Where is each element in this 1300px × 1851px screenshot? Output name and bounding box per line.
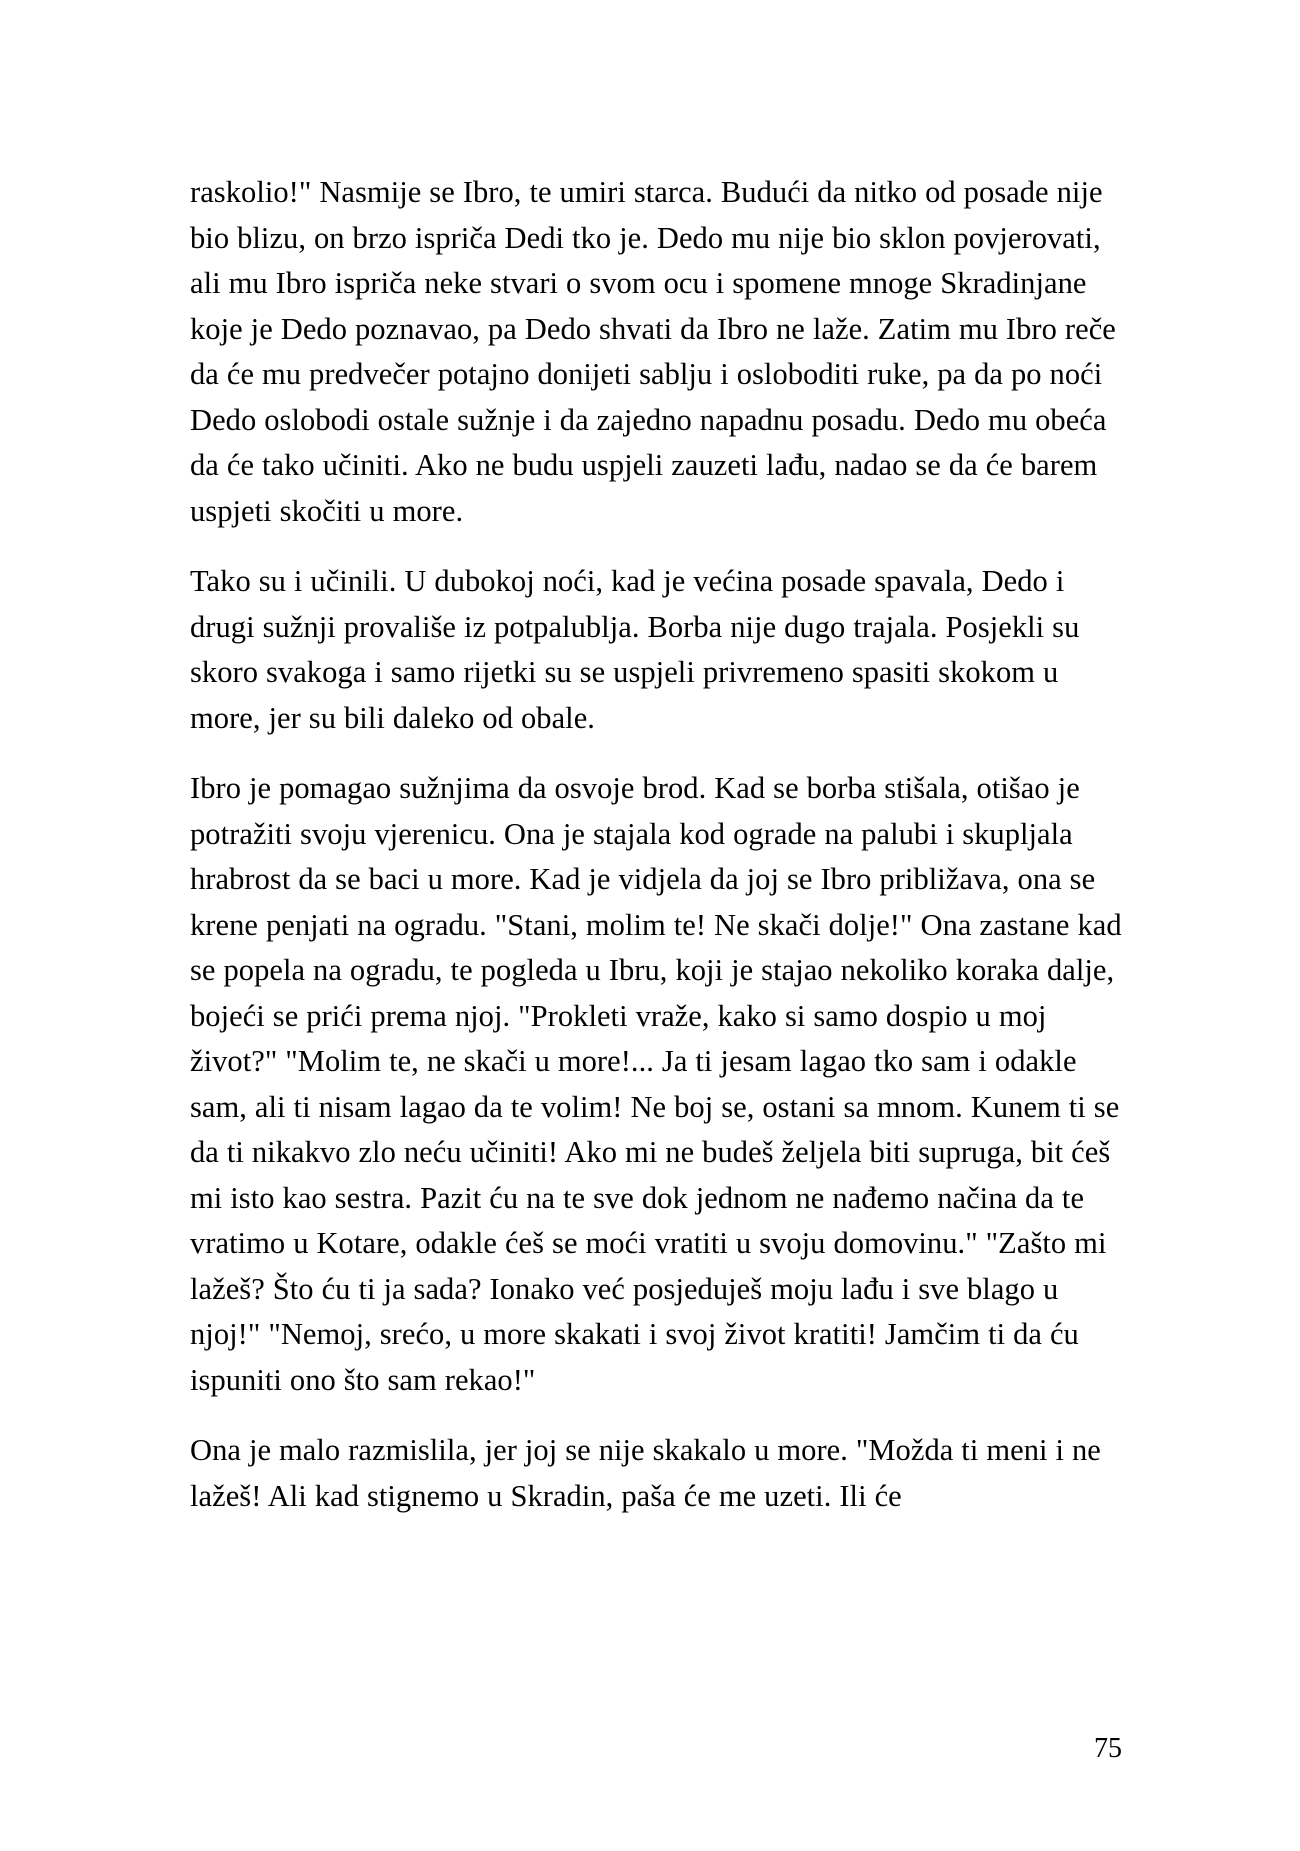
page-number: 75	[1094, 1733, 1122, 1764]
paragraph: Tako su i učinili. U dubokoj noći, kad je većina posade spavala, Dedo i drugi sužnji provališe iz potpalublja. Borba nije dugo trajala. Posjekli su skoro svakoga i samo rijetki su se uspjeli privremeno spasiti skokom u more, jer su bili daleko od obale.	[190, 564, 1080, 735]
page-body	[190, 170, 1122, 1519]
paragraph: raskolio!" Nasmije se Ibro, te umiri starca. Budući da nitko od posade nije bio blizu, on brzo ispriča Dedi tko je. Dedo mu nije bio sklon povjerovati, ali mu Ibro ispriča neke stvari o svom ocu i spomene mnoge Skradinjane koje je Dedo poznavao, pa Dedo shvati da Ibro ne laže. Zatim mu Ibro reče da će mu predvečer potajno donijeti sablju i osloboditi ruke, pa da po noći Dedo oslobodi ostale sužnje i da zajedno napadnu posadu. Dedo mu obeća da će tako učiniti. Ako ne budu uspjeli zauzeti lađu, nadao se da će barem uspjeti skočiti u more.	[190, 175, 1116, 528]
paragraph: Ibro je pomagao sužnjima da osvoje brod. Kad se borba stišala, otišao je potražiti svoju vjerenicu. Ona je stajala kod ograde na palubi i skupljala hrabrost da se baci u more. Kad je vidjela da joj se Ibro približava, ona se krene penjati na ogradu. "Stani, molim te! Ne skači dolje!" Ona zastane kad se popela na ogradu, te pogleda u Ibru, koji je stajao nekoliko koraka dalje, bojeći se prići prema njoj. "Prokleti vraže, kako si samo dospio u moj život?" "Molim te, ne skači u more!... Ja ti jesam lagao tko sam i odakle sam, ali ti nisam lagao da te volim! Ne boj se, ostani sa mnom. Kunem ti se da ti nikakvo zlo neću učiniti! Ako mi ne budeš željela biti supruga, bit ćeš mi isto kao sestra. Pazit ću na te sve dok jednom ne nađemo načina da te vratimo u Kotare, odakle ćeš se moći vratiti u svoju domovinu." "Zašto mi lažeš? Što ću ti ja sada? Ionako već posjeduješ moju lađu i sve blago u njoj!" "Nemoj, srećo, u more skakati i svoj život kratiti! Jamčim ti da ću ispuniti ono što sam rekao!"	[190, 771, 1122, 1397]
paragraph: Ona je malo razmislila, jer joj se nije skakalo u more. "Možda ti meni i ne lažeš! Ali kad stignemo u Skradin, paša će me uzeti. Ili će	[190, 1433, 1101, 1513]
